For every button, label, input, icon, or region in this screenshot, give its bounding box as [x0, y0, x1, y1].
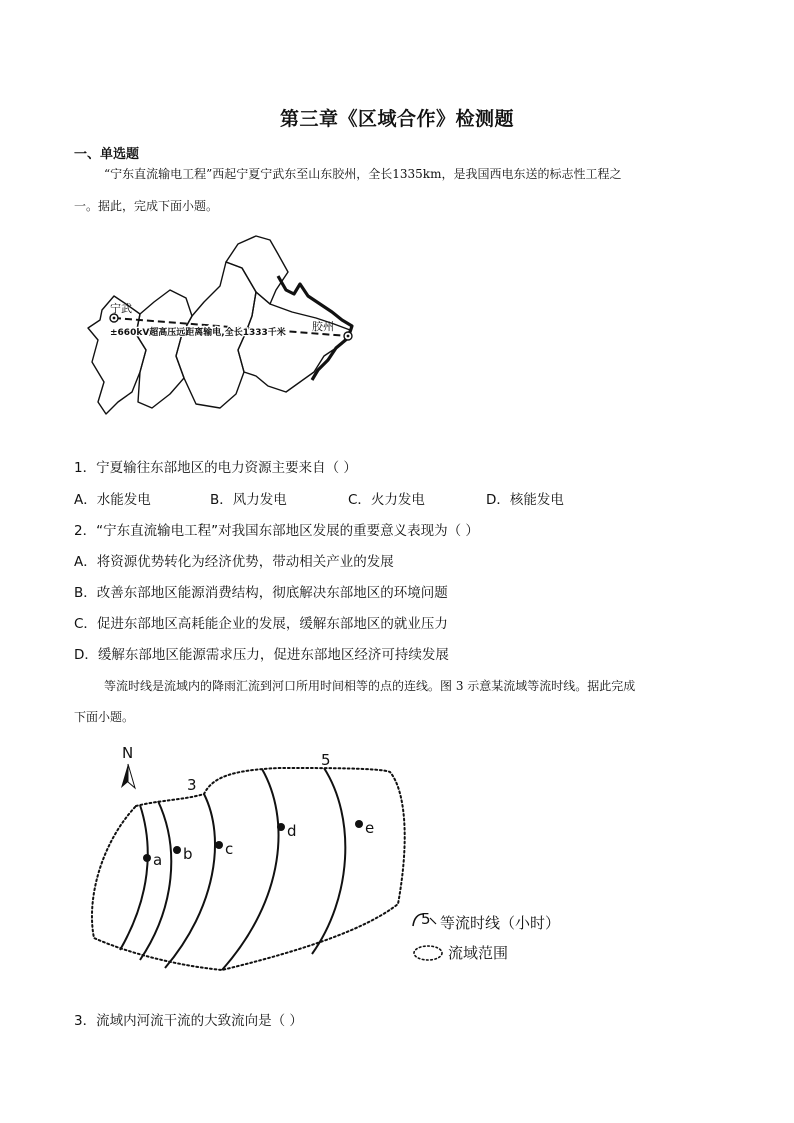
isochrone-label-3: 3	[187, 776, 197, 794]
question-2-option-c[interactable]: C．促进东部地区高耗能企业的发展，缓解东部地区的就业压力	[74, 616, 448, 632]
region-middle-outline	[136, 290, 192, 408]
question-1-option-a[interactable]: A．水能发电	[74, 492, 151, 508]
passage-2-line-1: 等流时线是流域内的降雨汇流到河口所用时间相等的点的连线。图 3 示意某流域等流时线。据此完成	[104, 679, 636, 693]
region-east-outline	[238, 292, 350, 392]
legend-isochrone-number: 5	[421, 910, 431, 928]
point-e-label: e	[365, 819, 375, 837]
question-1-option-d[interactable]: D．核能发电	[486, 492, 564, 508]
point-d	[277, 823, 285, 831]
region-north-outline	[226, 236, 288, 304]
passage-1-line-1: “宁东直流输电工程”西起宁夏宁武东至山东胶州，全长1335km，是我国西电东送的标志性工程之	[104, 167, 622, 181]
question-1-option-b[interactable]: B．风力发电	[210, 492, 287, 508]
legend-basin-symbol	[414, 946, 442, 960]
question-1-stem: 1．宁夏输往东部地区的电力资源主要来自（ ）	[74, 460, 357, 476]
north-label: N	[122, 744, 134, 762]
label-jiaozhou: 胶州	[312, 320, 334, 333]
passage-1-line-2: 一。据此，完成下面小题。	[74, 199, 219, 213]
point-d-label: d	[287, 822, 297, 840]
question-3-stem: 3．流域内河流干流的大致流向是（ ）	[74, 1013, 303, 1029]
question-1-option-c[interactable]: C．火力发电	[348, 492, 425, 508]
isochrone-line-4	[222, 769, 279, 970]
transmission-map	[80, 232, 370, 422]
legend	[413, 910, 560, 962]
page-title: 第三章《区域合作》检测题	[279, 108, 514, 130]
label-ningwu: 宁武	[110, 302, 132, 315]
question-2-option-a[interactable]: A．将资源优势转化为经济优势，带动相关产业的发展	[74, 554, 394, 570]
question-2-option-d[interactable]: D．缓解东部地区能源需求压力，促进东部地区经济可持续发展	[74, 647, 449, 663]
point-c-label: c	[225, 840, 234, 858]
isochrone-label-5: 5	[321, 751, 331, 769]
legend-basin-label: 流域范围	[448, 944, 509, 962]
point-a	[143, 854, 151, 862]
point-b-label: b	[183, 845, 193, 863]
isochrone-line-3	[165, 794, 215, 968]
point-a-label: a	[153, 851, 163, 869]
section-heading: 一、单选题	[74, 147, 140, 162]
basin-boundary	[92, 768, 405, 970]
label-transmission-line: ±660kV超高压远距离输电,全长1333千米	[110, 328, 286, 338]
question-2-stem: 2．“宁东直流输电工程”对我国东部地区发展的重要意义表现为（ ）	[74, 523, 479, 539]
north-arrow-icon	[121, 764, 135, 788]
point-b	[173, 846, 181, 854]
legend-isochrone-label: 等流时线（小时）	[440, 914, 560, 932]
point-e	[355, 820, 363, 828]
isochrone-map	[80, 738, 560, 978]
passage-2-line-2: 下面小题。	[74, 710, 135, 724]
isochrone-line-1	[120, 805, 148, 950]
question-2-option-b[interactable]: B．改善东部地区能源消费结构，彻底解决东部地区的环境问题	[74, 585, 448, 601]
isochrone-line-5	[312, 768, 345, 954]
point-c	[215, 841, 223, 849]
